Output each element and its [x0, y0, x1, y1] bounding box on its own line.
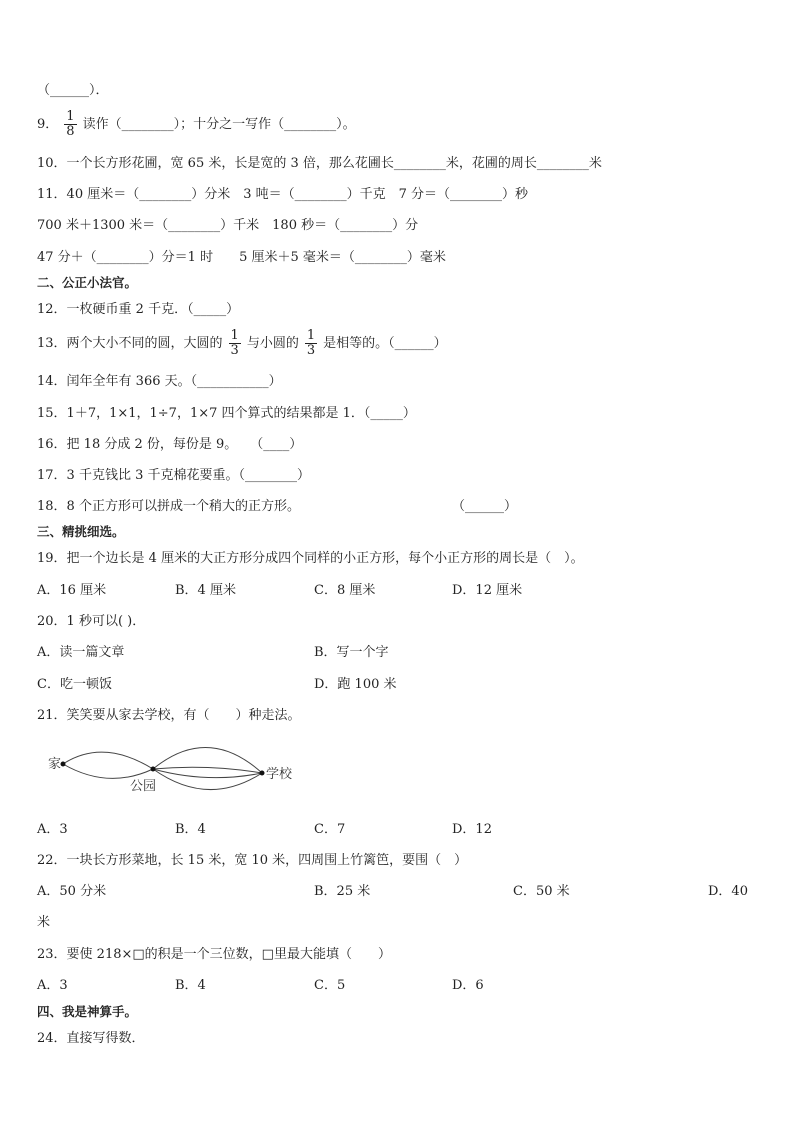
q22-option-a: A．50 分米 — [37, 884, 107, 899]
q13-frac1-den: 3 — [230, 343, 239, 358]
q19-option-d: D．12 厘米 — [452, 583, 523, 598]
q13-frac2-num: 1 — [306, 328, 316, 343]
q13-text-start: 13．两个大小不同的圆，大圆的 — [37, 336, 223, 351]
school-label: 学校 — [266, 767, 293, 782]
section-2-heading: 二、公正小法官。 — [37, 275, 138, 290]
q23-option-d: D．6 — [452, 978, 484, 993]
question-13 — [37, 329, 447, 358]
q13-fraction-2 — [305, 329, 317, 358]
route-diagram — [48, 742, 308, 802]
question-22-stem: 22．一块长方形菜地，长 15 米，宽 10 米，四周围上竹篱笆，要围（ ） — [37, 853, 468, 868]
q23-option-c: C．5 — [314, 978, 346, 993]
q9-frac-num: 1 — [66, 109, 75, 124]
park-point — [151, 767, 156, 772]
q20-option-a: A．读一篇文章 — [37, 645, 125, 660]
question-12: 12．一枚硬币重 2 千克．（_____） — [37, 302, 240, 317]
question-11-line3: 47 分＋（________）分＝1 时 5 厘米＋5 毫米＝（________）毫米 — [37, 250, 446, 265]
section-3-heading: 三、精挑细选。 — [37, 524, 125, 539]
school-point — [260, 771, 265, 776]
q9-fraction — [64, 110, 76, 139]
q13-text-end: 是相等的。（______） — [323, 336, 447, 351]
question-10: 10．一个长方形花圃，宽 65 米，长是宽的 3 倍，那么花圃长________米，花圃的周长________米 — [37, 156, 602, 171]
q23-option-b: B．4 — [175, 978, 206, 993]
section-4-heading: 四、我是神算手。 — [37, 1004, 138, 1019]
q22-option-b: B．25 米 — [314, 884, 371, 899]
question-21-stem: 21．笑笑要从家去学校，有（ ）种走法。 — [37, 708, 301, 723]
q21-option-a: A．3 — [37, 822, 68, 837]
q13-fraction-1 — [229, 329, 241, 358]
q9-text: 读作（________）；十分之一写作（________）。 — [82, 117, 356, 132]
q13-text-mid: 与小圆的 — [246, 336, 299, 351]
question-18: 18．8 个正方形可以拼成一个稍大的正方形。 — [37, 499, 300, 514]
q13-frac2-den: 3 — [306, 343, 316, 358]
question-16: 16．把 18 分成 2 份，每份是 9。 （____） — [37, 437, 303, 452]
question-17: 17．3 千克钱比 3 千克棉花要重。（________） — [37, 468, 310, 483]
question-20-stem: 20．1 秒可以( )． — [37, 614, 146, 629]
question-11-line2: 700 米＋1300 米＝（________）千米 180 秒＝（________）分 — [37, 218, 419, 233]
q22-option-c: C．50 米 — [513, 884, 570, 899]
q18-blank: （______） — [452, 499, 518, 514]
q22-option-d: D．40 — [708, 884, 748, 899]
q23-option-a: A．3 — [37, 978, 68, 993]
q20-option-b: B．写一个字 — [314, 645, 389, 660]
question-15: 15．1＋7，1×1，1÷7，1×7 四个算式的结果都是 1．（_____） — [37, 406, 416, 421]
q21-option-c: C．7 — [314, 822, 346, 837]
question-9 — [37, 110, 356, 139]
q22-option-d-wrap: 米 — [37, 915, 51, 930]
home-point — [61, 762, 66, 767]
prev-question-tail: （______）． — [37, 83, 109, 98]
question-14: 14．闰年全年有 366 天。（___________） — [37, 374, 282, 389]
q19-option-a: A．16 厘米 — [37, 583, 107, 598]
question-19-stem: 19．把一个边长是 4 厘米的大正方形分成四个同样的小正方形，每个小正方形的周长是（ ）。 — [37, 551, 584, 566]
park-label: 公园 — [130, 779, 157, 794]
question-23-stem: 23．要使 218×□的积是一个三位数，□里最大能填（ ） — [37, 947, 391, 962]
question-24: 24．直接写得数． — [37, 1031, 145, 1046]
question-11-line1: 11．40 厘米＝（________）分米 3 吨＝（________）千克 7 分＝（________）秒 — [37, 187, 529, 202]
q20-option-c: C．吃一顿饭 — [37, 677, 112, 692]
q21-option-b: B．4 — [175, 822, 206, 837]
q21-option-d: D．12 — [452, 822, 492, 837]
q19-option-c: C．8 厘米 — [314, 583, 376, 598]
home-label: 家 — [48, 757, 62, 772]
q20-option-d: D．跑 100 米 — [314, 677, 397, 692]
q13-frac1-num: 1 — [230, 328, 239, 343]
q9-number: 9． — [37, 117, 59, 132]
q9-frac-den: 8 — [66, 124, 75, 139]
q19-option-b: B．4 厘米 — [175, 583, 236, 598]
